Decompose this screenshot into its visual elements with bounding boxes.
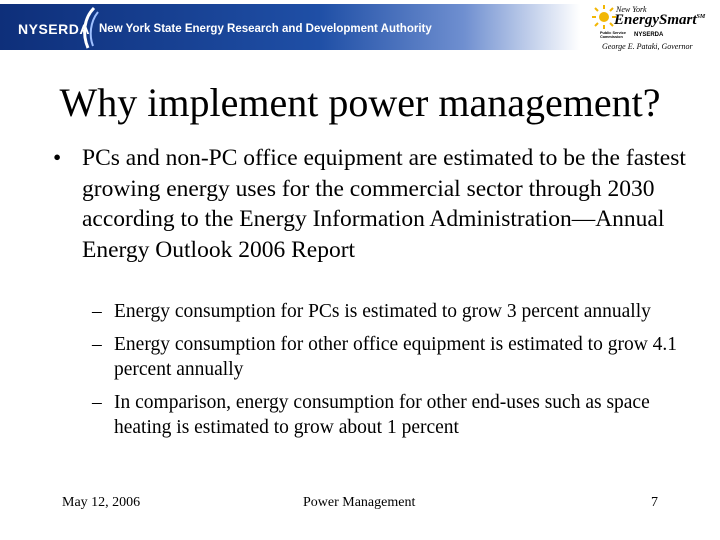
governor-line: George E. Pataki, Governor: [602, 42, 693, 51]
energy-smart-name: EnergySmart: [614, 12, 697, 28]
energy-smart-logo: [592, 3, 718, 57]
nyserda-logo-text: NYSERDA: [18, 21, 90, 37]
sub-bullet: [92, 299, 692, 324]
nyserda-swoosh-icon: [78, 6, 100, 50]
sub-bullet: [92, 390, 692, 440]
bullet-marker: •: [53, 145, 62, 171]
footer-date: May 12, 2006: [62, 495, 141, 510]
psc-text: Public Service Commission: [600, 31, 626, 40]
main-bullet-text: PCs and non-PC office equipment are estimated to be the fastest growing energy uses for the commercial sector through 2030 according to the Energy Information Administration—Annual Energy Outlook 2006 Report: [82, 145, 686, 263]
sub-bullet: [92, 332, 692, 382]
energy-smart-trademark: SM: [696, 14, 706, 20]
sub-bullet-text: Energy consumption for PCs is estimated to grow 3 percent annually: [114, 301, 651, 322]
sub-bullet-list: [92, 299, 692, 448]
header-banner: [0, 0, 720, 60]
dash-marker: –: [92, 334, 102, 355]
dash-marker: –: [92, 392, 102, 413]
sub-bullet-text: Energy consumption for other office equipment is estimated to grow 4.1 percent annually: [114, 334, 678, 380]
page-number: 7: [651, 495, 658, 510]
energy-smart-nyserda: NYSERDA: [634, 32, 664, 38]
energy-smart-wordmark: [614, 12, 705, 29]
sub-bullet-text: In comparison, energy consumption for other end-uses such as space heating is estimated to grow about 1 percent: [114, 392, 650, 438]
agency-name: New York State Energy Research and Development Authority: [99, 23, 432, 35]
slide-title: Why implement power management?: [59, 80, 661, 125]
dash-marker: –: [92, 301, 102, 322]
energy-smart-state: New York: [616, 5, 647, 14]
footer-title: Power Management: [303, 495, 416, 510]
header-band: [0, 4, 580, 50]
